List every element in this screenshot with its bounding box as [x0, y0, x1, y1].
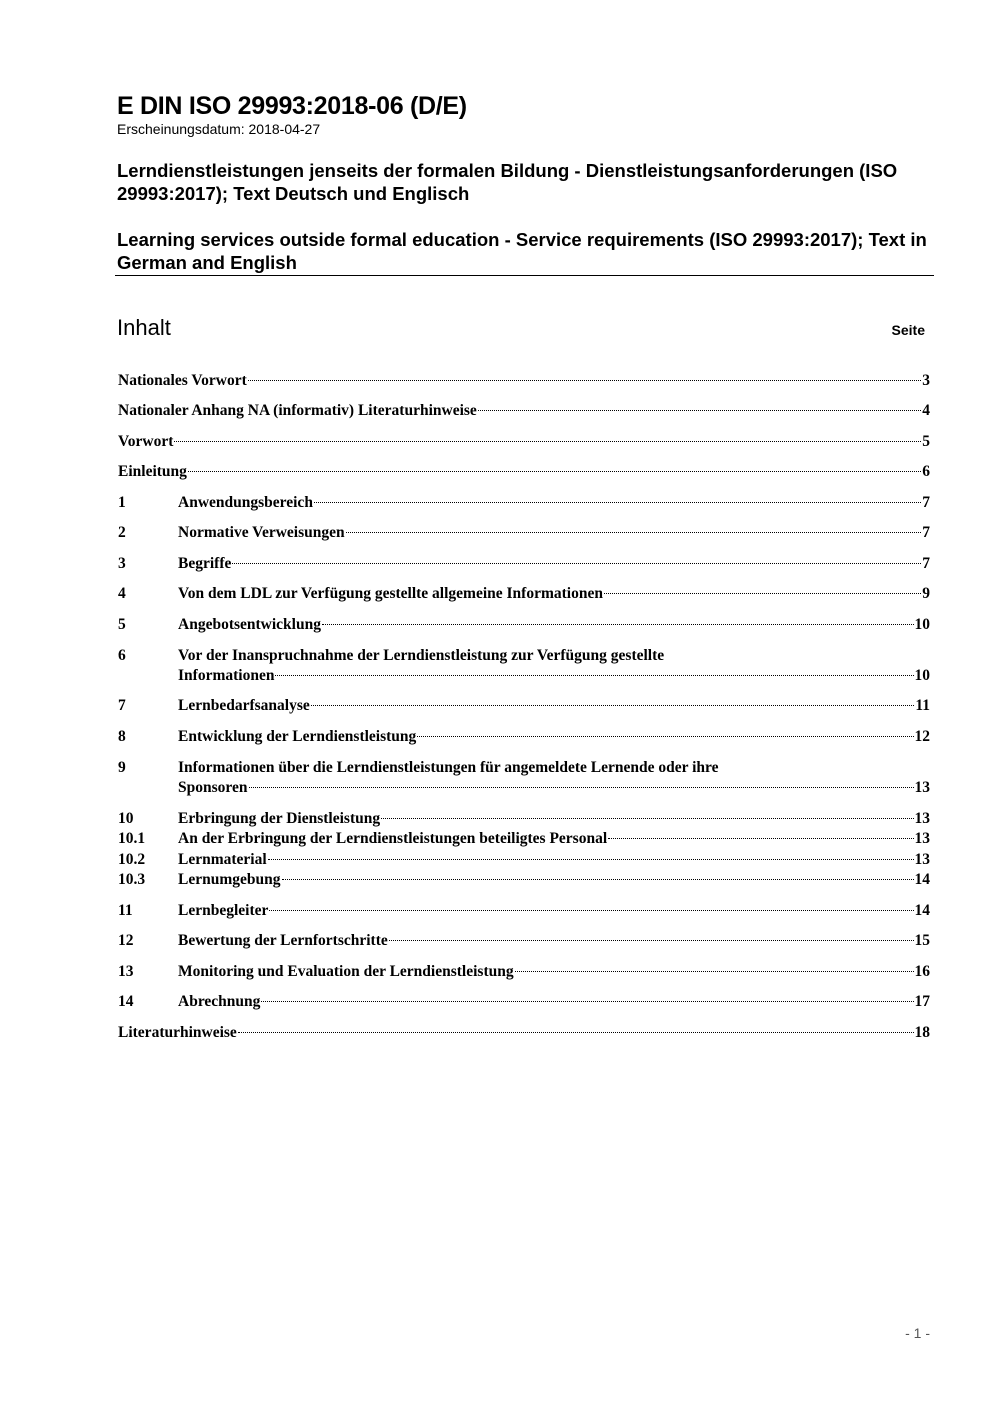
toc-entry[interactable] — [118, 646, 930, 686]
toc-entry[interactable] — [118, 727, 930, 747]
toc-entry-number: 7 — [118, 697, 126, 714]
toc-entry[interactable] — [118, 870, 930, 890]
toc-entry[interactable] — [118, 901, 930, 921]
dot-leader — [314, 502, 921, 503]
toc-entry-page: 10 — [914, 616, 930, 633]
toc-entry-number: 10.3 — [118, 871, 146, 888]
toc-entry[interactable] — [118, 850, 930, 870]
toc-entry-title: Bewertung der Lernfortschritte — [178, 932, 388, 949]
toc-entry-page: 5 — [922, 433, 930, 450]
toc-entry-title-continued: Informationen — [178, 667, 275, 684]
dot-leader — [389, 940, 914, 941]
toc-entry-title: Entwicklung der Lerndienstleistung — [178, 728, 417, 745]
dot-leader — [232, 563, 921, 564]
toc-entry-number: 2 — [118, 524, 126, 541]
dot-leader — [417, 736, 913, 737]
publication-date: Erscheinungsdatum: 2018-04-27 — [117, 121, 321, 137]
toc-entry-title: Lernumgebung — [178, 871, 281, 888]
toc-entry[interactable] — [118, 493, 930, 513]
dot-leader — [381, 818, 913, 819]
toc-entry-page: 10 — [914, 667, 930, 684]
toc-entry-page: 15 — [914, 932, 930, 949]
toc-entry[interactable] — [118, 584, 930, 604]
toc-entry[interactable] — [118, 462, 930, 482]
dot-leader — [322, 624, 914, 625]
toc-entry[interactable] — [118, 992, 930, 1012]
toc-entry-page: 6 — [922, 463, 930, 480]
toc-entry-title: Normative Verweisungen — [178, 524, 345, 541]
toc-entry-title: Von dem LDL zur Verfügung gestellte allgemeine Informationen — [178, 585, 603, 602]
toc-entry-page: 9 — [922, 585, 930, 602]
toc-entry-page: 7 — [922, 524, 930, 541]
dot-leader — [238, 1032, 914, 1033]
toc-entry-page: 12 — [914, 728, 930, 745]
toc-entry-number: 8 — [118, 728, 126, 745]
dot-leader — [608, 838, 913, 839]
toc-entry-title: Begriffe — [178, 555, 232, 572]
toc-entry[interactable] — [118, 615, 930, 635]
toc-entry-number: 10.1 — [118, 830, 146, 847]
toc-entry-page: 13 — [914, 779, 930, 796]
toc-entry[interactable] — [118, 931, 930, 951]
dot-leader — [261, 1001, 913, 1002]
toc-entry-number: 13 — [118, 963, 134, 980]
dot-leader — [188, 471, 921, 472]
toc-entry-title: Literaturhinweise — [118, 1024, 237, 1041]
toc-entry-title: Abrechnung — [178, 993, 261, 1010]
toc-entry-number: 3 — [118, 555, 126, 572]
page-number: - 1 - — [905, 1325, 930, 1341]
dot-leader — [515, 971, 914, 972]
dot-leader — [275, 675, 913, 676]
toc-entry-page: 4 — [922, 402, 930, 419]
dot-leader — [269, 910, 913, 911]
toc-entry-title: Erbringung der Dienstleistung — [178, 810, 381, 827]
toc-entry-number: 10 — [118, 810, 134, 827]
toc-entry-number: 12 — [118, 932, 134, 949]
toc-entry[interactable] — [118, 523, 930, 543]
toc-entry-page: 14 — [914, 871, 930, 888]
document-title: E DIN ISO 29993:2018-06 (D/E) — [117, 92, 467, 120]
toc-entry-title: Anwendungsbereich — [178, 494, 313, 511]
toc-page-column-label: Seite — [891, 322, 925, 338]
toc-entry-page: 17 — [914, 993, 930, 1010]
toc-entry-page: 7 — [922, 555, 930, 572]
toc-entry-number: 10.2 — [118, 851, 146, 868]
toc-entry-title: Lernmaterial — [178, 851, 267, 868]
dot-leader — [311, 705, 915, 706]
toc-entry-number: 6 — [118, 647, 126, 664]
dot-leader — [478, 410, 921, 411]
toc-entry[interactable] — [118, 432, 930, 452]
toc-entry-title: Informationen über die Lerndienstleistungen für angemeldete Lernende oder ihre — [178, 759, 719, 776]
dot-leader — [174, 441, 921, 442]
toc-entry-page: 18 — [914, 1024, 930, 1041]
toc-heading: Inhalt — [117, 315, 171, 340]
toc-entry[interactable] — [118, 401, 930, 421]
toc-entry[interactable] — [118, 554, 930, 574]
toc-entry[interactable] — [118, 1023, 930, 1043]
toc-entry-page: 14 — [914, 902, 930, 919]
toc-entry-number: 4 — [118, 585, 126, 602]
toc-entry-page: 7 — [922, 494, 930, 511]
toc-entry-page: 3 — [922, 372, 930, 389]
dot-leader — [604, 593, 921, 594]
dot-leader — [249, 787, 914, 788]
toc-entry-title: Lernbedarfsanalyse — [178, 697, 310, 714]
toc-entry-title: Vor der Inanspruchnahme der Lerndienstleistung zur Verfügung gestellte — [178, 647, 665, 664]
toc-entry-page: 11 — [915, 697, 930, 714]
header-divider — [115, 275, 934, 276]
toc-entry-number: 5 — [118, 616, 126, 633]
toc-entry-title: Nationales Vorwort — [118, 372, 247, 389]
dot-leader — [268, 859, 914, 860]
toc-entry-title: Angebotsentwicklung — [178, 616, 321, 633]
toc-entry-page: 16 — [914, 963, 930, 980]
toc-entry-number: 1 — [118, 494, 126, 511]
toc-entry-title-continued: Sponsoren — [178, 779, 248, 796]
toc-entry-number: 9 — [118, 759, 126, 776]
toc-entry[interactable] — [118, 829, 930, 849]
dot-leader — [346, 532, 922, 533]
title-english: Learning services outside formal education - Service requirements (ISO 29993:2017); Text in German and English — [117, 229, 927, 273]
toc-entry[interactable] — [118, 809, 930, 829]
toc-entry-page: 13 — [914, 851, 930, 868]
toc-entry-page: 13 — [914, 810, 930, 827]
toc-entry[interactable] — [118, 758, 930, 798]
toc-entry-title: Monitoring und Evaluation der Lerndienstleistung — [178, 963, 514, 980]
toc-entry-title: Einleitung — [118, 463, 187, 480]
dot-leader — [248, 380, 922, 381]
toc-entry-title: Vorwort — [118, 433, 174, 450]
toc-entry-title: Lernbegleiter — [178, 902, 269, 919]
toc-entry-title: An der Erbringung der Lerndienstleistungen beteiligtes Personal — [178, 830, 608, 847]
toc-entry[interactable] — [118, 962, 930, 982]
toc-entry[interactable] — [118, 696, 930, 716]
toc-entry[interactable] — [118, 371, 930, 391]
toc-entry-page: 13 — [914, 830, 930, 847]
dot-leader — [282, 879, 914, 880]
toc-entry-title: Nationaler Anhang NA (informativ) Literaturhinweise — [118, 402, 477, 419]
toc-entry-number: 11 — [118, 902, 133, 919]
title-german: Lerndienstleistungen jenseits der formalen Bildung - Dienstleistungsanforderungen (ISO 29993:2017); Text Deutsch und Englisch — [117, 160, 898, 204]
toc-entry-number: 14 — [118, 993, 134, 1010]
